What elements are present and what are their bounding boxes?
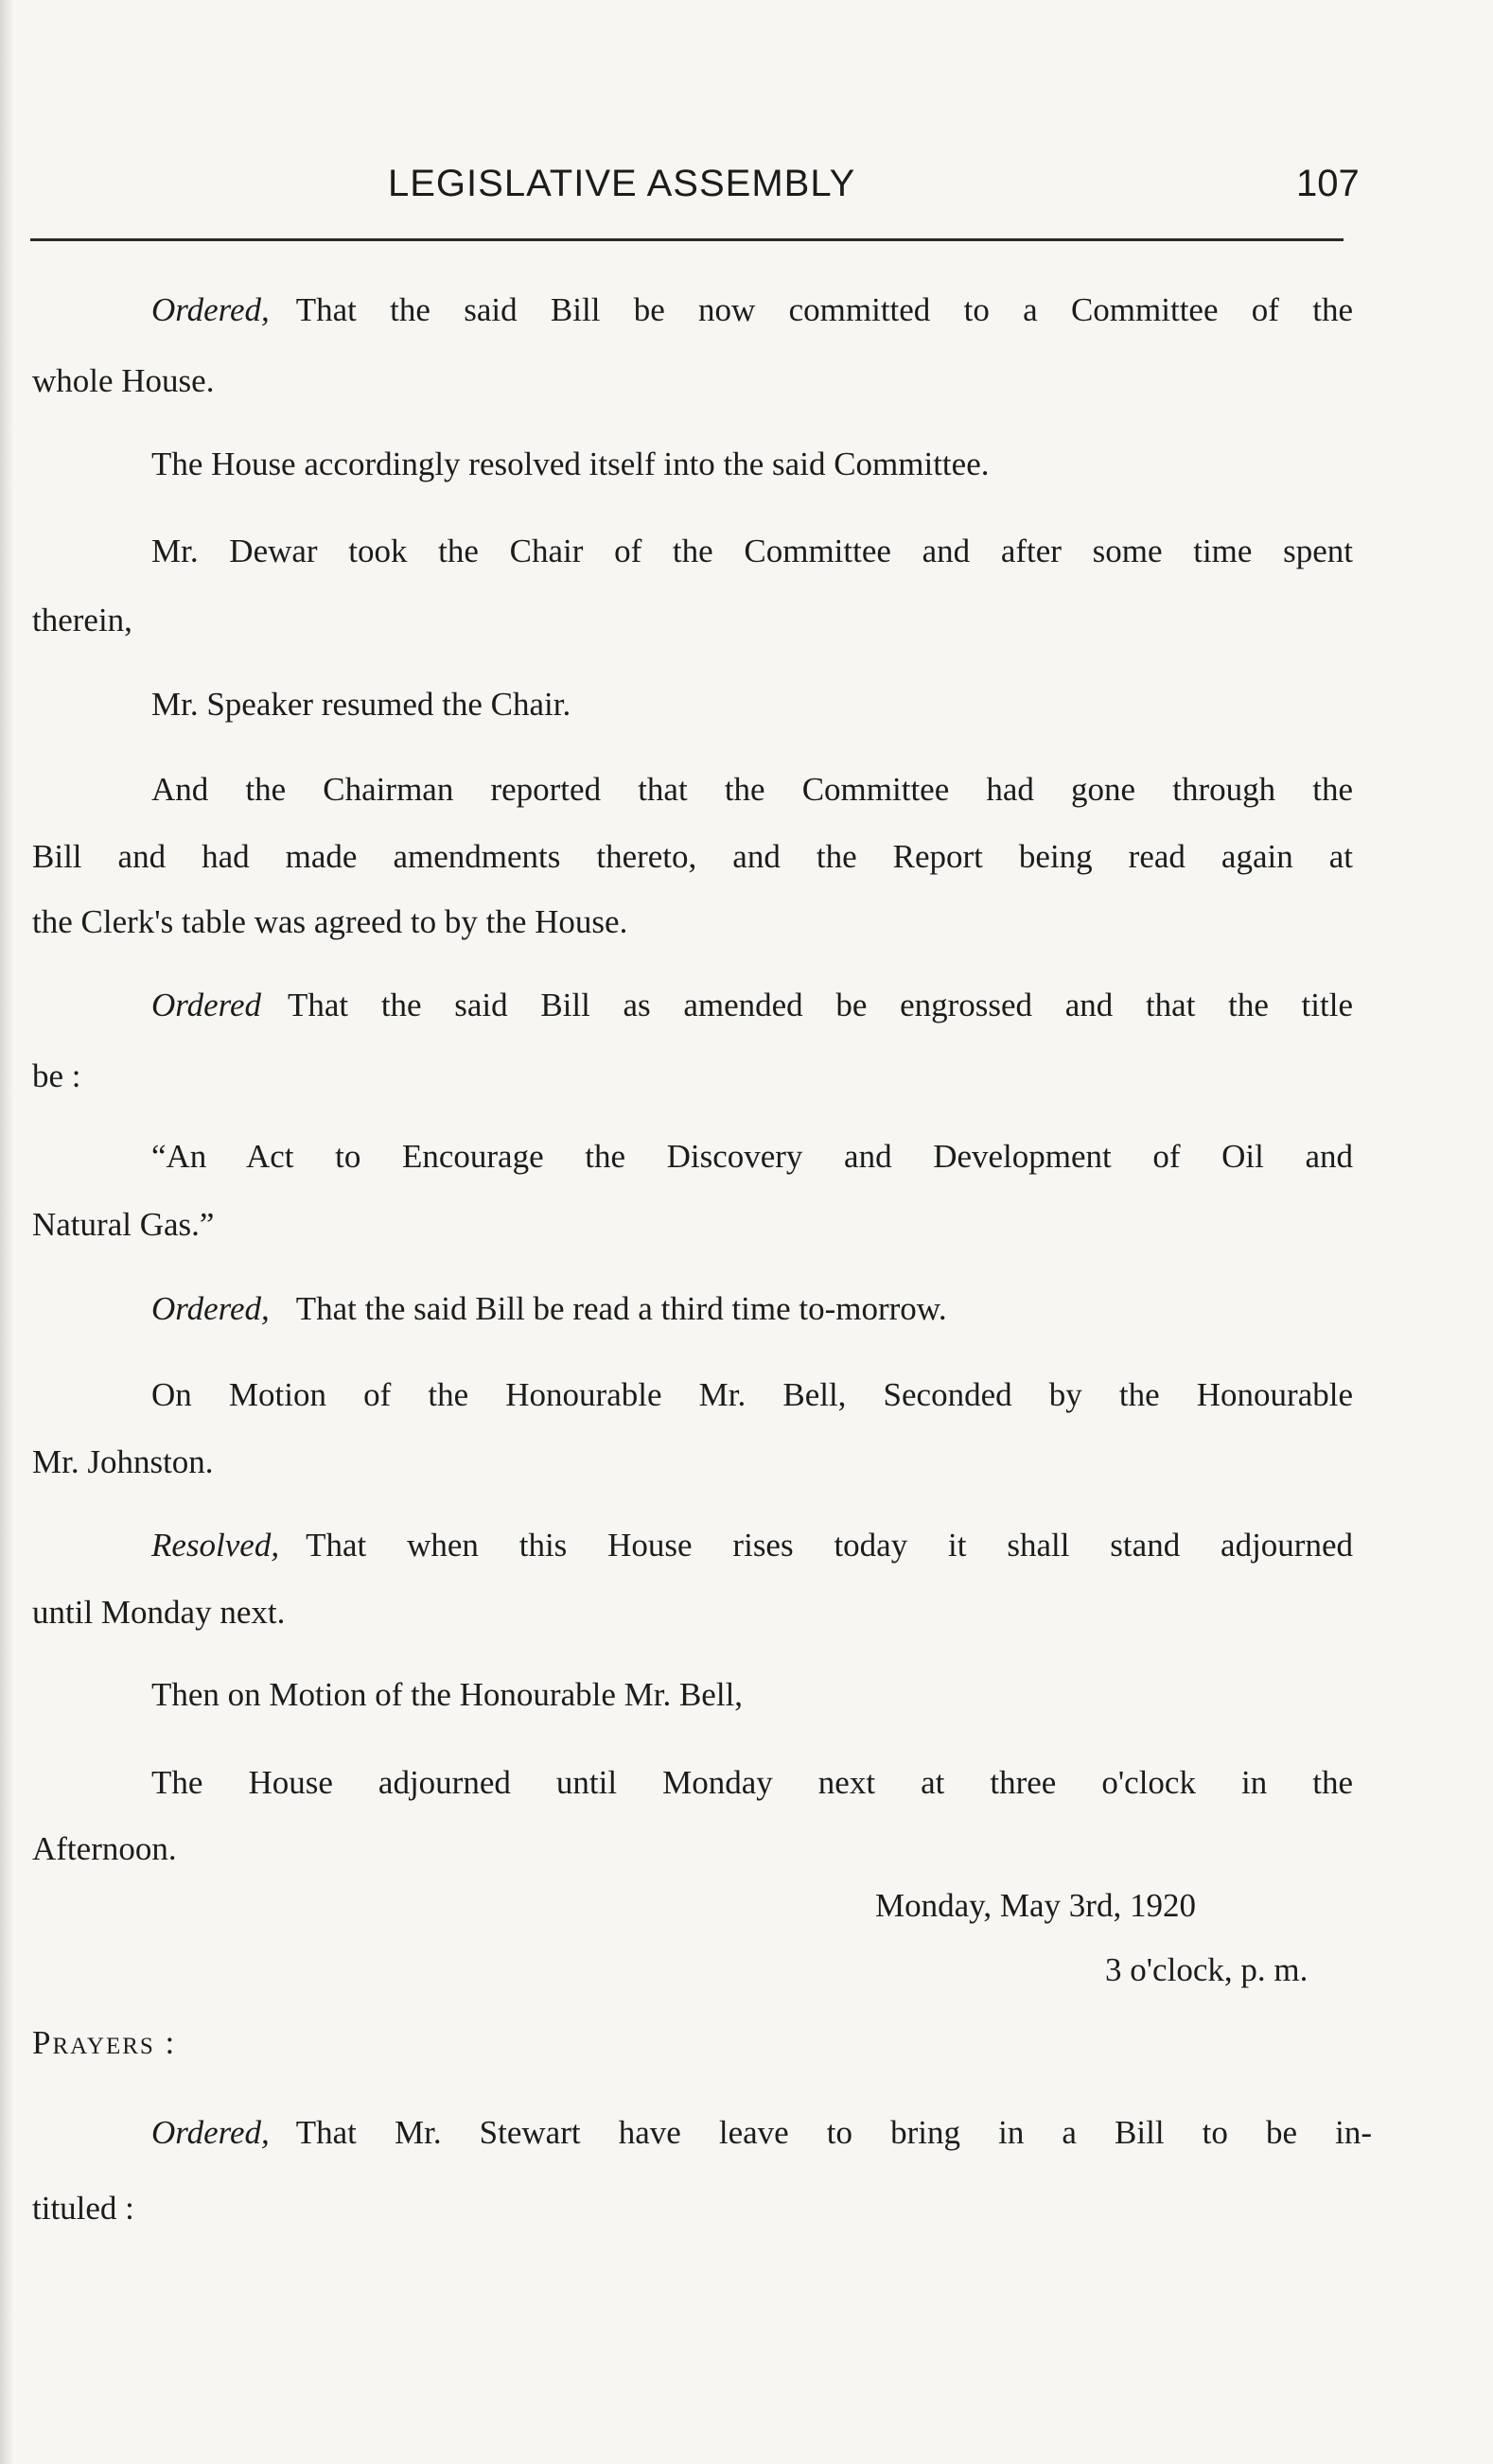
paragraph-line: tituled : [32, 2190, 134, 2227]
paragraph-line: Mr. Dewar took the Chair of the Committee and after some time spent [151, 533, 1353, 569]
paragraph-text: That when this House rises today it shall stand adjourned [306, 1527, 1353, 1564]
paragraph-line [151, 1527, 1353, 1564]
paragraph-line: Afternoon. [32, 1830, 177, 1867]
paragraph-line: therein, [32, 602, 132, 638]
paragraph-line [151, 291, 1353, 329]
paragraph-line: be : [32, 1057, 81, 1094]
paragraph-lead: Ordered, [151, 291, 270, 328]
paragraph-text: That the said Bill as amended be engrossed and that the title [288, 987, 1353, 1023]
page-number: 107 [1296, 163, 1360, 204]
paragraph-line [151, 1290, 947, 1328]
paragraph-line: Mr. Speaker resumed the Chair. [151, 686, 571, 723]
paragraph-lead: Resolved, [151, 1527, 280, 1564]
paragraph-line [151, 987, 1353, 1024]
paragraph-line: “An Act to Encourage the Discovery and Development of Oil and [151, 1138, 1353, 1175]
paragraph-lead: Ordered, [151, 2114, 270, 2151]
paragraph-text: That the said Bill be read a third time to-morrow. [295, 1290, 947, 1327]
running-head [0, 163, 1493, 219]
paragraph-line: Natural Gas.” [32, 1206, 215, 1243]
paragraph-line: whole House. [32, 362, 215, 399]
page-spine-shadow [0, 0, 13, 2464]
paragraph-line [151, 2114, 1372, 2152]
prayers-heading: Prayers : [32, 2024, 177, 2061]
paragraph-text: That Mr. Stewart have leave to bring in a Bill to be in- [295, 2114, 1372, 2151]
paragraph-lead: Ordered [151, 987, 261, 1023]
header-rule [30, 238, 1344, 241]
paragraph-line: until Monday next. [32, 1594, 286, 1631]
paragraph-line: The House accordingly resolved itself into the said Committee. [151, 446, 990, 482]
paragraph-line: the Clerk's table was agreed to by the House. [32, 903, 628, 940]
paragraph-line: On Motion of the Honourable Mr. Bell, Seconded by the Honourable [151, 1376, 1353, 1413]
paragraph-line: Mr. Johnston. [32, 1443, 214, 1480]
dateline-time: 3 o'clock, p. m. [1105, 1951, 1309, 1988]
paragraph-line: And the Chairman reported that the Committee had gone through the [151, 771, 1353, 808]
dateline-date: Monday, May 3rd, 1920 [875, 1887, 1196, 1924]
paragraph-line: Then on Motion of the Honourable Mr. Bell, [151, 1676, 744, 1713]
paragraph-line: Bill and had made amendments thereto, and the Report being read again at [32, 838, 1353, 875]
paragraph-text: That the said Bill be now committed to a Committee of the [295, 291, 1353, 328]
running-title: LEGISLATIVE ASSEMBLY [388, 163, 856, 204]
paragraph-lead: Ordered, [151, 1290, 270, 1327]
paragraph-line: The House adjourned until Monday next at three o'clock in the [151, 1764, 1353, 1801]
